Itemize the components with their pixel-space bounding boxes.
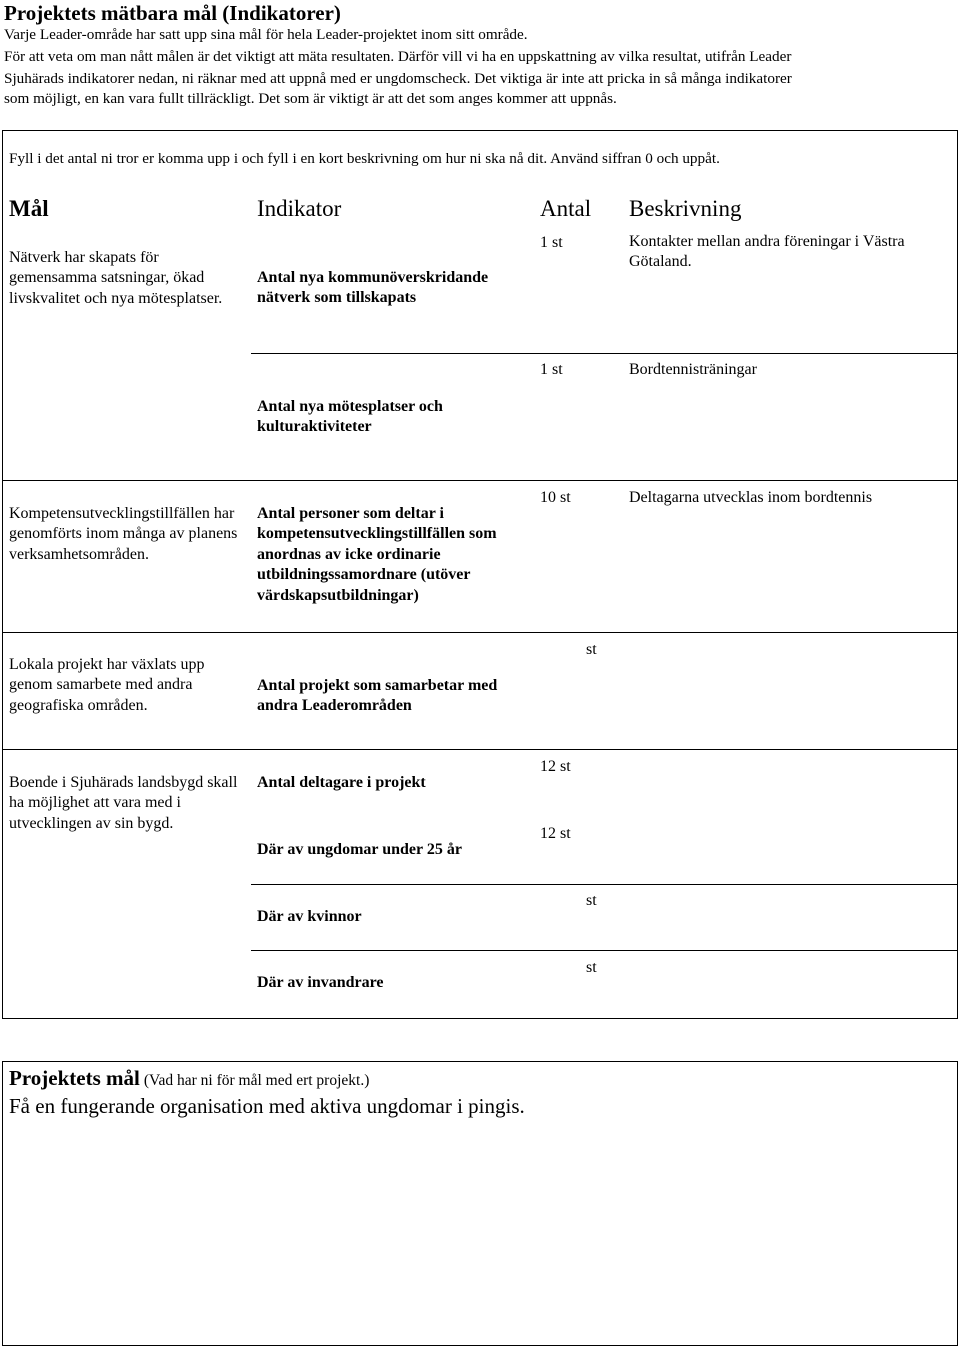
row4-count-3[interactable]: st — [586, 892, 597, 909]
row4-indicator-1: Antal deltagare i projekt — [257, 774, 426, 791]
header-description: Beskrivning — [629, 196, 742, 221]
header-count: Antal — [540, 196, 592, 221]
row4-indicator-3: Där av kvinnor — [257, 908, 362, 925]
row1-description-1[interactable]: Kontakter mellan andra föreningar i Västra Götaland. — [629, 233, 905, 271]
row4-count-4[interactable]: st — [586, 959, 597, 976]
row1-description-2[interactable]: Bordtennisträningar — [629, 361, 757, 378]
header-goal: Mål — [9, 196, 49, 221]
project-goal-heading — [9, 1066, 369, 1091]
header-indicator: Indikator — [257, 196, 342, 221]
row4-inner-divider-2 — [251, 950, 958, 951]
row4-count-1[interactable]: 12 st — [540, 758, 571, 775]
row-divider-2 — [2, 632, 958, 633]
row1-indicator-2: Antal nya mötesplatser och kulturaktiviteter — [257, 398, 443, 436]
row3-indicator-1: Antal projekt som samarbetar med andra Leaderområden — [257, 677, 498, 715]
row-divider-1 — [2, 480, 958, 481]
row3-goal: Lokala projekt har växlats upp genom samarbete med andra geografiska områden. — [9, 656, 205, 714]
project-goal-hint: (Vad har ni för mål med ert projekt.) — [143, 1072, 370, 1089]
row2-count-1[interactable]: 10 st — [540, 489, 571, 506]
row2-goal: Kompetensutvecklingstillfällen har genomförts inom många av planens verksamhetsområden. — [9, 505, 238, 563]
row1-inner-divider — [251, 353, 958, 354]
row1-count-2[interactable]: 1 st — [540, 361, 563, 378]
row2-description-1[interactable]: Deltagarna utvecklas inom bordtennis — [629, 489, 873, 506]
intro-line-2: För att veta om man nått målen är det viktigt att mäta resultaten. Därför vill vi ha en uppskattning av vilka resultat, utifrån Leader — [4, 48, 792, 65]
row-divider-3 — [2, 749, 958, 750]
intro-line-3: Sjuhärads indikatorer nedan, ni räknar med att uppnå med er ungdomscheck. Det viktiga är inte att pricka in så många indikatorer — [4, 70, 792, 87]
form-instruction: Fyll i det antal ni tror er komma upp i och fyll i en kort beskrivning om hur ni ska nå dit. Använd siffran 0 och uppåt. — [9, 150, 720, 167]
row4-indicator-4: Där av invandrare — [257, 974, 384, 991]
row4-indicator-2: Där av ungdomar under 25 år — [257, 841, 462, 858]
row4-count-2[interactable]: 12 st — [540, 825, 571, 842]
project-goal-text[interactable]: Få en fungerande organisation med aktiva ungdomar i pingis. — [9, 1094, 525, 1118]
row1-count-1[interactable]: 1 st — [540, 234, 563, 251]
row2-indicator-1: Antal personer som deltar i kompetensutvecklingstillfällen som anordnas av icke ordinarie utbildningssamordnare (utöver värdskapsutbildningar) — [257, 505, 497, 604]
project-goal-label: Projektets mål — [9, 1066, 140, 1090]
row3-count-1[interactable]: st — [586, 641, 597, 658]
page-title: Projektets mätbara mål (Indikatorer) — [4, 1, 341, 25]
row1-goal: Nätverk har skapats för gemensamma satsningar, ökad livskvalitet och nya mötesplatser. — [9, 249, 223, 307]
row4-goal: Boende i Sjuhärads landsbygd skall ha möjlighet att vara med i utvecklingen av sin bygd. — [9, 774, 238, 832]
row4-inner-divider-1 — [251, 884, 958, 885]
intro-line-4: som möjligt, en kan vara fullt tillräckligt. Det som är viktigt är att det som anges kommer att uppnås. — [4, 90, 617, 107]
row1-indicator-1: Antal nya kommunöverskridande nätverk som tillskapats — [257, 269, 489, 307]
intro-line-1: Varje Leader-område har satt upp sina mål för hela Leader-projektet inom sitt område. — [4, 26, 528, 43]
